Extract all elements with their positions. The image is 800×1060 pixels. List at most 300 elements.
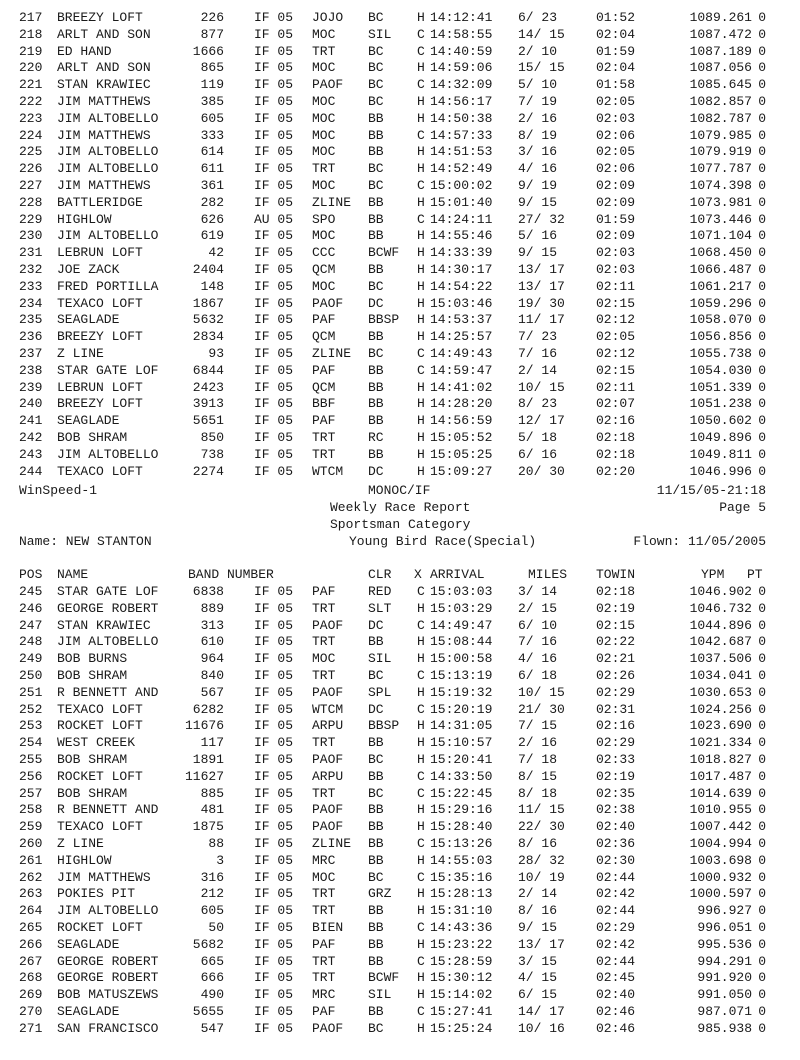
cell-x: C <box>417 617 425 633</box>
table-row <box>0 920 800 937</box>
cell-clr: BC <box>368 60 384 76</box>
table-row <box>0 312 800 329</box>
cell-miles: 6/ 10 <box>518 617 558 633</box>
cell-name: BREEZY LOFT <box>57 396 143 412</box>
cell-clr: BC <box>368 752 384 767</box>
cell-ypm: 1014.639 <box>689 785 752 801</box>
cell-towin: 02:15 <box>596 617 636 633</box>
cell-num: IF 05 <box>254 379 294 395</box>
table-row <box>0 212 800 229</box>
cell-x: C <box>417 768 425 784</box>
table-row <box>0 769 800 786</box>
cell-pt: 0 <box>758 178 766 193</box>
cell-clr: BC <box>368 94 384 109</box>
cell-pos: 262 <box>19 869 43 885</box>
table-row <box>0 735 800 752</box>
cell-clr: BB <box>368 379 384 395</box>
cell-pos: 244 <box>19 463 43 479</box>
cell-arr: 14:55:46 <box>430 228 493 244</box>
cell-clr: GRZ <box>368 886 392 902</box>
cell-pos: 221 <box>19 77 43 93</box>
cell-miles: 13/ 17 <box>518 262 565 277</box>
cell-pos: 251 <box>19 684 43 700</box>
cell-miles: 3/ 16 <box>518 144 558 160</box>
cell-arr: 15:03:03 <box>430 584 493 599</box>
cell-clr: BB <box>368 396 384 412</box>
cell-ypm: 1087.472 <box>689 26 752 42</box>
cell-num: IF 05 <box>254 819 294 835</box>
cell-arr: 15:03:29 <box>430 600 493 616</box>
cell-race: QCM <box>312 379 336 395</box>
cell-x: H <box>417 94 425 109</box>
cell-clr: BB <box>368 802 384 818</box>
cell-band: 889 <box>200 600 224 616</box>
cell-ypm: 1010.955 <box>689 802 752 818</box>
cell-pos: 236 <box>19 329 43 345</box>
table-row <box>0 870 800 887</box>
cell-race: ZLINE <box>312 836 352 851</box>
cell-race: BIEN <box>312 920 344 935</box>
cell-name: BREEZY LOFT <box>57 329 143 345</box>
cell-ypm: 1051.238 <box>689 396 752 412</box>
table-row <box>0 44 800 61</box>
cell-miles: 4/ 16 <box>518 161 558 177</box>
table-row <box>0 413 800 430</box>
cell-num: IF 05 <box>254 463 294 479</box>
cell-arr: 14:28:20 <box>430 396 493 412</box>
cell-clr: BC <box>368 178 384 193</box>
cell-name: JIM ALTOBELLO <box>57 161 159 177</box>
cell-arr: 15:01:40 <box>430 194 493 210</box>
cell-pt: 0 <box>758 684 766 700</box>
cell-band: 5655 <box>192 1004 224 1019</box>
cell-num: IF 05 <box>254 987 294 1003</box>
cell-towin: 02:22 <box>596 634 636 650</box>
cell-num: IF 05 <box>254 953 294 969</box>
cell-ypm: 1058.070 <box>689 312 752 328</box>
cell-num: IF 05 <box>254 785 294 801</box>
cell-pos: 249 <box>19 651 43 667</box>
cell-x: C <box>417 953 425 969</box>
cell-pos: 228 <box>19 194 43 210</box>
cell-num: IF 05 <box>254 362 294 378</box>
cell-name: STAN KRAWIEC <box>57 77 151 93</box>
cell-pt: 0 <box>758 396 766 412</box>
cell-x: H <box>417 852 425 868</box>
cell-band: 11627 <box>184 768 224 784</box>
cell-ypm: 1051.339 <box>689 379 752 395</box>
cell-ypm: 1073.981 <box>689 194 752 210</box>
cell-name: BOB BURNS <box>57 651 128 667</box>
cell-clr: SIL <box>368 26 392 42</box>
cell-clr: BB <box>368 446 384 462</box>
cell-miles: 8/ 23 <box>518 396 558 412</box>
cell-towin: 02:11 <box>596 379 636 395</box>
cell-num: IF 05 <box>254 752 294 767</box>
cell-clr: BC <box>368 10 384 25</box>
cell-band: 148 <box>200 278 224 294</box>
cell-x: C <box>417 127 425 143</box>
cell-pos: 222 <box>19 94 43 109</box>
cell-pt: 0 <box>758 617 766 633</box>
cell-arr: 15:28:40 <box>430 819 493 835</box>
cell-miles: 19/ 30 <box>518 295 565 311</box>
cell-num: IF 05 <box>254 110 294 126</box>
table-row <box>0 786 800 803</box>
cell-name: GEORGE ROBERT <box>57 970 159 986</box>
cell-race: TRT <box>312 886 336 902</box>
cell-towin: 02:16 <box>596 718 636 734</box>
cell-ypm: 1023.690 <box>689 718 752 734</box>
cell-pos: 239 <box>19 379 43 395</box>
cell-num: IF 05 <box>254 584 294 599</box>
table-row <box>0 886 800 903</box>
cell-name: SEAGLADE <box>57 936 120 952</box>
cell-ypm: 991.050 <box>697 987 752 1003</box>
col-pos: POS <box>19 567 43 582</box>
cell-ypm: 1071.104 <box>689 228 752 244</box>
cell-name: ROCKET LOFT <box>57 718 143 734</box>
cell-clr: BB <box>368 634 384 650</box>
cell-name: HIGHLOW <box>57 852 112 868</box>
cell-clr: SIL <box>368 651 392 667</box>
cell-race: TRT <box>312 634 336 650</box>
cell-num: IF 05 <box>254 278 294 294</box>
cell-pt: 0 <box>758 802 766 818</box>
cell-towin: 02:45 <box>596 970 636 986</box>
cell-x: H <box>417 735 425 751</box>
cell-clr: BBSP <box>368 312 400 328</box>
cell-towin: 02:40 <box>596 819 636 835</box>
cell-name: JIM MATTHEWS <box>57 94 151 109</box>
cell-band: 385 <box>200 94 224 109</box>
cell-towin: 02:12 <box>596 312 636 328</box>
cell-x: C <box>417 668 425 683</box>
cell-arr: 15:29:16 <box>430 802 493 818</box>
cell-towin: 02:44 <box>596 953 636 969</box>
cell-num: IF 05 <box>254 194 294 210</box>
cell-x: C <box>417 346 425 361</box>
table-row <box>0 161 800 178</box>
cell-clr: BC <box>368 785 384 801</box>
cell-band: 5651 <box>192 413 224 429</box>
table-row <box>0 819 800 836</box>
cell-band: 605 <box>200 110 224 126</box>
cell-towin: 02:05 <box>596 144 636 160</box>
table-row <box>0 685 800 702</box>
cell-arr: 14:24:11 <box>430 211 493 227</box>
cell-miles: 22/ 30 <box>518 819 565 835</box>
cell-band: 212 <box>200 886 224 902</box>
cell-band: 88 <box>208 836 224 851</box>
cell-towin: 02:19 <box>596 768 636 784</box>
cell-towin: 02:18 <box>596 430 636 445</box>
table-row <box>0 1004 800 1021</box>
cell-num: AU 05 <box>254 211 294 227</box>
cell-num: IF 05 <box>254 684 294 700</box>
cell-band: 626 <box>200 211 224 227</box>
cell-x: H <box>417 819 425 835</box>
cell-x: C <box>417 584 425 599</box>
cell-x: H <box>417 936 425 952</box>
cell-band: 1666 <box>192 43 224 59</box>
cell-pos: 254 <box>19 735 43 751</box>
cell-clr: BC <box>368 278 384 294</box>
table-row <box>0 447 800 464</box>
cell-miles: 3/ 14 <box>518 584 558 599</box>
cell-pt: 0 <box>758 735 766 751</box>
col-band-number: BAND NUMBER <box>188 567 274 582</box>
cell-ypm: 1046.732 <box>689 600 752 616</box>
cell-race: MOC <box>312 110 336 126</box>
cell-arr: 15:31:10 <box>430 903 493 919</box>
cell-clr: BB <box>368 144 384 160</box>
cell-ypm: 1004.994 <box>689 836 752 851</box>
cell-miles: 10/ 16 <box>518 1020 565 1036</box>
cell-race: MOC <box>312 144 336 160</box>
cell-towin: 02:29 <box>596 920 636 935</box>
cell-clr: BB <box>368 262 384 277</box>
cell-clr: RC <box>368 430 384 445</box>
cell-arr: 14:30:17 <box>430 262 493 277</box>
cell-arr: 14:52:49 <box>430 161 493 177</box>
cell-ypm: 1017.487 <box>689 768 752 784</box>
cell-pt: 0 <box>758 228 766 244</box>
cell-band: 5682 <box>192 936 224 952</box>
cell-name: HIGHLOW <box>57 211 112 227</box>
cell-clr: BB <box>368 194 384 210</box>
cell-race: PAOF <box>312 752 344 767</box>
cell-band: 11676 <box>184 718 224 734</box>
cell-pt: 0 <box>758 920 766 935</box>
cell-x: H <box>417 245 425 261</box>
cell-miles: 10/ 15 <box>518 684 565 700</box>
table-row <box>0 752 800 769</box>
table-row <box>0 178 800 195</box>
table-row <box>0 195 800 212</box>
cell-band: 1867 <box>192 295 224 311</box>
cell-miles: 5/ 18 <box>518 430 558 445</box>
table-row <box>0 60 800 77</box>
cell-band: 2274 <box>192 463 224 479</box>
cell-pos: 219 <box>19 43 43 59</box>
cell-towin: 02:36 <box>596 836 636 851</box>
cell-towin: 02:09 <box>596 178 636 193</box>
cell-x: H <box>417 463 425 479</box>
cell-band: 1891 <box>192 752 224 767</box>
cell-miles: 8/ 19 <box>518 127 558 143</box>
cell-band: 282 <box>200 194 224 210</box>
cell-x: C <box>417 785 425 801</box>
cell-pt: 0 <box>758 110 766 126</box>
cell-race: MOC <box>312 26 336 42</box>
table-row <box>0 363 800 380</box>
cell-ypm: 1000.932 <box>689 869 752 885</box>
cell-band: 313 <box>200 617 224 633</box>
cell-band: 50 <box>208 920 224 935</box>
cell-band: 610 <box>200 634 224 650</box>
cell-clr: BB <box>368 127 384 143</box>
cell-x: C <box>417 77 425 93</box>
cell-clr: BBSP <box>368 718 400 734</box>
cell-name: R BENNETT AND <box>57 684 159 700</box>
cell-race: MOC <box>312 94 336 109</box>
cell-race: MOC <box>312 60 336 76</box>
cell-clr: DC <box>368 295 384 311</box>
cell-arr: 14:56:17 <box>430 94 493 109</box>
cell-towin: 02:03 <box>596 245 636 261</box>
cell-num: IF 05 <box>254 312 294 328</box>
cell-race: MOC <box>312 127 336 143</box>
cell-towin: 02:06 <box>596 127 636 143</box>
cell-arr: 15:23:22 <box>430 936 493 952</box>
cell-pos: 246 <box>19 600 43 616</box>
col-arrival: ARRIVAL <box>430 567 485 582</box>
col-towin: TOWIN <box>596 567 636 582</box>
cell-num: IF 05 <box>254 60 294 76</box>
cell-race: MRC <box>312 852 336 868</box>
cell-pt: 0 <box>758 60 766 76</box>
cell-towin: 02:38 <box>596 802 636 818</box>
cell-miles: 7/ 16 <box>518 634 558 650</box>
cell-clr: BB <box>368 211 384 227</box>
cell-ypm: 1046.996 <box>689 463 752 479</box>
cell-pos: 268 <box>19 970 43 986</box>
cell-x: H <box>417 886 425 902</box>
cell-num: IF 05 <box>254 178 294 193</box>
cell-pos: 247 <box>19 617 43 633</box>
cell-towin: 02:26 <box>596 668 636 683</box>
category-title: Sportsman Category <box>330 517 471 532</box>
cell-pt: 0 <box>758 886 766 902</box>
cell-ypm: 1082.787 <box>689 110 752 126</box>
cell-arr: 15:27:41 <box>430 1004 493 1019</box>
cell-miles: 10/ 15 <box>518 379 565 395</box>
cell-towin: 02:44 <box>596 869 636 885</box>
cell-pt: 0 <box>758 10 766 25</box>
cell-pt: 0 <box>758 278 766 294</box>
cell-race: MRC <box>312 987 336 1003</box>
cell-band: 3 <box>216 852 224 868</box>
cell-arr: 14:58:55 <box>430 26 493 42</box>
cell-num: IF 05 <box>254 852 294 868</box>
cell-x: H <box>417 752 425 767</box>
cell-towin: 02:33 <box>596 752 636 767</box>
cell-race: TRT <box>312 735 336 751</box>
cell-ypm: 1087.189 <box>689 43 752 59</box>
cell-num: IF 05 <box>254 668 294 683</box>
cell-miles: 13/ 17 <box>518 278 565 294</box>
cell-arr: 15:19:32 <box>430 684 493 700</box>
cell-band: 840 <box>200 668 224 683</box>
cell-miles: 14/ 17 <box>518 1004 565 1019</box>
cell-pos: 235 <box>19 312 43 328</box>
cell-race: PAOF <box>312 295 344 311</box>
cell-band: 490 <box>200 987 224 1003</box>
cell-pos: 264 <box>19 903 43 919</box>
cell-arr: 15:08:44 <box>430 634 493 650</box>
cell-band: 2404 <box>192 262 224 277</box>
cell-band: 2423 <box>192 379 224 395</box>
cell-pt: 0 <box>758 312 766 328</box>
cell-num: IF 05 <box>254 127 294 143</box>
cell-towin: 02:06 <box>596 161 636 177</box>
cell-name: GEORGE ROBERT <box>57 600 159 616</box>
cell-miles: 2/ 14 <box>518 362 558 378</box>
table-row <box>0 1021 800 1038</box>
cell-pos: 257 <box>19 785 43 801</box>
cell-pt: 0 <box>758 26 766 42</box>
cell-race: PAF <box>312 1004 336 1019</box>
cell-pt: 0 <box>758 295 766 311</box>
cell-pos: 266 <box>19 936 43 952</box>
cell-pt: 0 <box>758 430 766 445</box>
cell-arr: 15:25:24 <box>430 1020 493 1036</box>
cell-pt: 0 <box>758 463 766 479</box>
cell-band: 42 <box>208 245 224 261</box>
cell-num: IF 05 <box>254 869 294 885</box>
table-row <box>0 802 800 819</box>
cell-name: JIM ALTOBELLO <box>57 446 159 462</box>
cell-num: IF 05 <box>254 43 294 59</box>
table-row <box>0 10 800 27</box>
cell-pt: 0 <box>758 127 766 143</box>
cell-arr: 14:53:37 <box>430 312 493 328</box>
cell-race: ZLINE <box>312 346 352 361</box>
cell-pt: 0 <box>758 161 766 177</box>
cell-arr: 14:59:06 <box>430 60 493 76</box>
cell-arr: 15:00:58 <box>430 651 493 667</box>
cell-towin: 01:52 <box>596 10 636 25</box>
cell-name: BOB SHRAM <box>57 752 128 767</box>
cell-miles: 14/ 15 <box>518 26 565 42</box>
cell-race: TRT <box>312 161 336 177</box>
cell-ypm: 1073.446 <box>689 211 752 227</box>
cell-race: TRT <box>312 430 336 445</box>
cell-pt: 0 <box>758 701 766 717</box>
cell-band: 738 <box>200 446 224 462</box>
cell-ypm: 1068.450 <box>689 245 752 261</box>
col-clr: CLR <box>368 567 392 582</box>
cell-band: 6282 <box>192 701 224 717</box>
cell-name: Z LINE <box>57 346 104 361</box>
cell-towin: 01:59 <box>596 211 636 227</box>
table-row <box>0 111 800 128</box>
cell-pt: 0 <box>758 903 766 919</box>
cell-name: LEBRUN LOFT <box>57 245 143 261</box>
cell-num: IF 05 <box>254 295 294 311</box>
cell-x: H <box>417 413 425 429</box>
cell-towin: 02:07 <box>596 396 636 412</box>
cell-arr: 14:33:50 <box>430 768 493 784</box>
cell-name: BOB MATUSZEWS <box>57 987 159 1003</box>
cell-pos: 230 <box>19 228 43 244</box>
cell-pos: 232 <box>19 262 43 277</box>
cell-num: IF 05 <box>254 617 294 633</box>
cell-miles: 9/ 15 <box>518 920 558 935</box>
cell-arr: 15:00:02 <box>430 178 493 193</box>
cell-x: H <box>417 228 425 244</box>
cell-clr: BB <box>368 768 384 784</box>
cell-pt: 0 <box>758 346 766 361</box>
cell-ypm: 1079.919 <box>689 144 752 160</box>
cell-name: GEORGE ROBERT <box>57 953 159 969</box>
cell-towin: 01:59 <box>596 43 636 59</box>
cell-num: IF 05 <box>254 329 294 345</box>
cell-band: 3913 <box>192 396 224 412</box>
cell-race: TRT <box>312 785 336 801</box>
cell-ypm: 1021.334 <box>689 735 752 751</box>
